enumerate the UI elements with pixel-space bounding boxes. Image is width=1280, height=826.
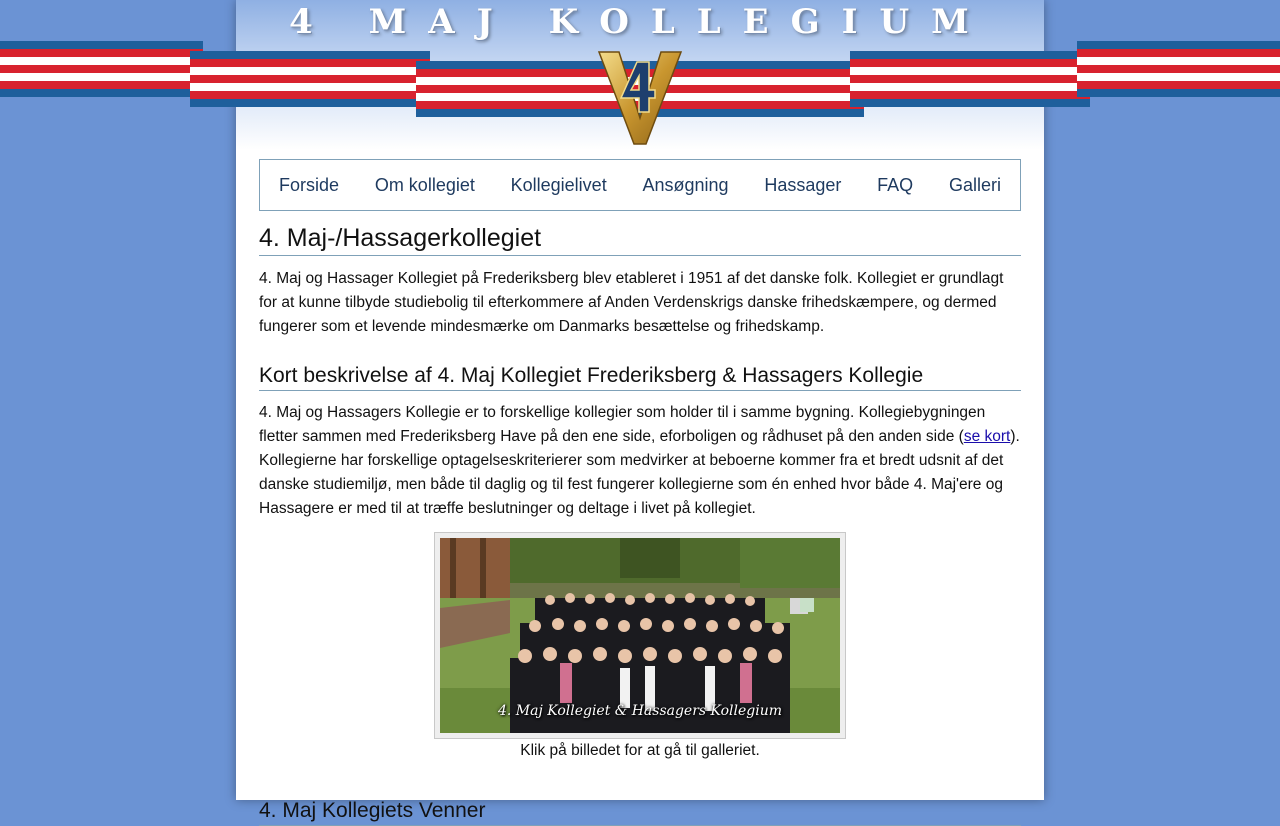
- description-text-part1: 4. Maj og Hassagers Kollegie er to forskellige kollegier som holder til i samme bygning. Kollegiebygningen fletter sammen med Frederiksberg Have på den ene side, eforboligen og rådhuset på den anden side (: [259, 404, 986, 445]
- figure-caption: Klik på billedet for at gå til galleriet.: [520, 742, 760, 759]
- gallery-figure: [434, 532, 846, 763]
- nav-faq[interactable]: FAQ: [877, 174, 914, 195]
- image-caption-overlay: 4. Maj Kollegiet & Hassagers Kollegium: [497, 703, 783, 719]
- nav-hassager[interactable]: Hassager: [764, 174, 842, 195]
- nav-forside[interactable]: Forside: [279, 174, 340, 195]
- group-photo[interactable]: [440, 538, 840, 733]
- nav-om-kollegiet[interactable]: Om kollegiet: [374, 174, 475, 195]
- section-heading-friends: 4. Maj Kollegiets Venner: [259, 797, 1021, 826]
- ribbon-left-outer: [0, 41, 203, 97]
- nav-kollegielivet[interactable]: Kollegielivet: [510, 174, 607, 195]
- site-header: [0, 0, 1280, 150]
- section-heading-description: Kort beskrivelse af 4. Maj Kollegiet Frederiksberg & Hassagers Kollegie: [259, 362, 1021, 391]
- ribbon-right-inner: [850, 51, 1090, 107]
- description-text-part2: ). Kollegierne har forskellige optagelseskriterierer som medvirker at beboerne kommer fra et bredt udsnit af det danske studiemiljø, men både til daglig og til fest fungerer kollegierne som én enhed hvor både 4. Maj'ere og Hassagere er med til at træffe beslutninger og deltage i livet på kollegiet.: [259, 428, 1020, 517]
- site-title: 4 MAJ KOLLEGIUM: [289, 2, 991, 42]
- map-link[interactable]: se kort: [963, 428, 1011, 445]
- page-title: 4. Maj-/Hassagerkollegiet: [259, 222, 1021, 256]
- description-paragraph: [259, 401, 1021, 521]
- ribbon-left-inner: [190, 51, 430, 107]
- nav-ansoegning[interactable]: Ansøgning: [642, 174, 729, 195]
- main-navigation: [259, 159, 1021, 211]
- v4-emblem-icon: [597, 48, 683, 146]
- main-content: [259, 222, 1021, 826]
- gallery-image-link[interactable]: [434, 532, 846, 739]
- intro-paragraph: 4. Maj og Hassager Kollegiet på Frederiksberg blev etableret i 1951 af det danske folk. Kollegiet er grundlagt for at kunne tilbyde studiebolig til efterkommere af Anden Verdenskrigs danske frihedskæmpere, og dermed fungerer som et levende mindesmærke om Danmarks besættelse og frihedskamp.: [259, 270, 1004, 335]
- nav-galleri[interactable]: Galleri: [948, 174, 1001, 195]
- ribbon-right-outer: [1077, 41, 1280, 97]
